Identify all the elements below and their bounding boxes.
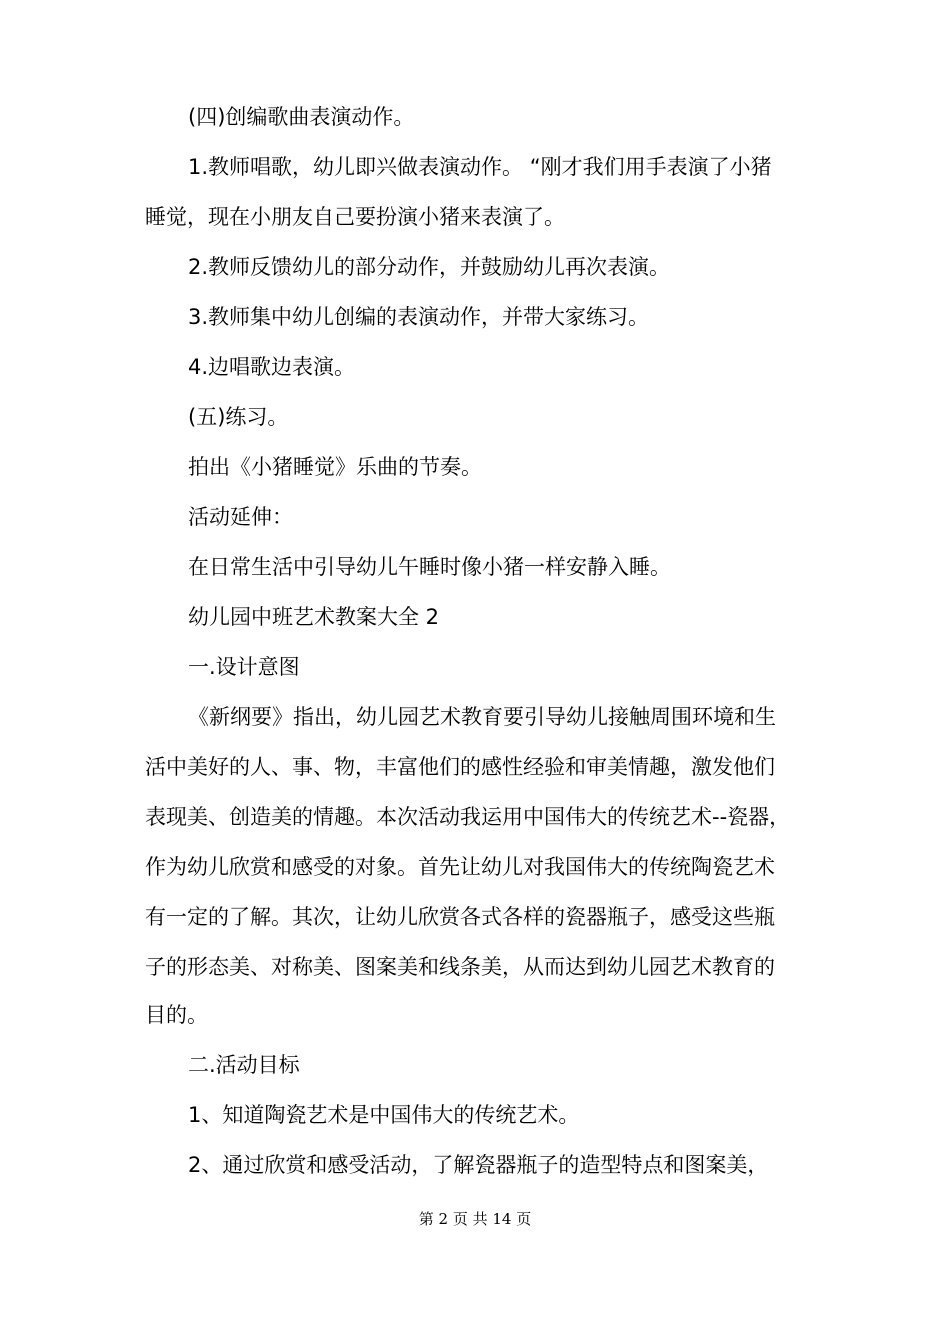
- paragraph-line: 《新纲要》指出，幼儿园艺术教育要引导幼儿接触周围环境和生: [188, 705, 776, 729]
- heading-design-intent: 一.设计意图: [188, 655, 300, 679]
- paragraph-line: 子的形态美、对称美、图案美和线条美，从而达到幼儿园艺术教育的: [145, 955, 775, 979]
- paragraph-line: 有一定的了解。其次，让幼儿欣赏各式各样的瓷器瓶子，感受这些瓶: [145, 905, 775, 929]
- paragraph-line: 2.教师反馈幼儿的部分动作，并鼓励幼儿再次表演。: [188, 255, 671, 279]
- goal-item: 1、知道陶瓷艺术是中国伟大的传统艺术。: [188, 1103, 580, 1127]
- paragraph-line: 在日常生活中引导幼儿午睡时像小猪一样安静入睡。: [188, 555, 671, 579]
- paragraph-line: 拍出《小猪睡觉》乐曲的节奏。: [188, 455, 482, 479]
- heading-5-practice: (五)练习。: [188, 405, 289, 429]
- paragraph-line: 目的。: [145, 1003, 208, 1027]
- paragraph-line: 活中美好的人、事、物，丰富他们的感性经验和审美情趣，激发他们: [145, 755, 775, 779]
- paragraph-line: 1.教师唱歌，幼儿即兴做表演动作。 “刚才我们用手表演了小猪: [188, 155, 772, 179]
- paragraph-line: 4.边唱歌边表演。: [188, 355, 356, 379]
- section-title: 幼儿园中班艺术教案大全 2: [188, 605, 440, 629]
- paragraph-line: 睡觉，现在小朋友自己要扮演小猪来表演了。: [145, 205, 565, 229]
- heading-4-create-actions: (四)创编歌曲表演动作。: [188, 105, 415, 129]
- goal-item: 2、通过欣赏和感受活动，了解瓷器瓶子的造型特点和图案美，: [188, 1153, 769, 1177]
- paragraph-line: 作为幼儿欣赏和感受的对象。首先让幼儿对我国伟大的传统陶瓷艺术: [145, 855, 775, 879]
- activity-extension-label: 活动延伸：: [188, 505, 293, 529]
- paragraph-line: 表现美、创造美的情趣。本次活动我运用中国伟大的传统艺术--瓷器，: [145, 805, 791, 829]
- heading-activity-goals: 二.活动目标: [188, 1053, 300, 1077]
- paragraph-line: 3.教师集中幼儿创编的表演动作，并带大家练习。: [188, 305, 650, 329]
- page-number-footer: 第 2 页 共 14 页: [418, 1210, 532, 1228]
